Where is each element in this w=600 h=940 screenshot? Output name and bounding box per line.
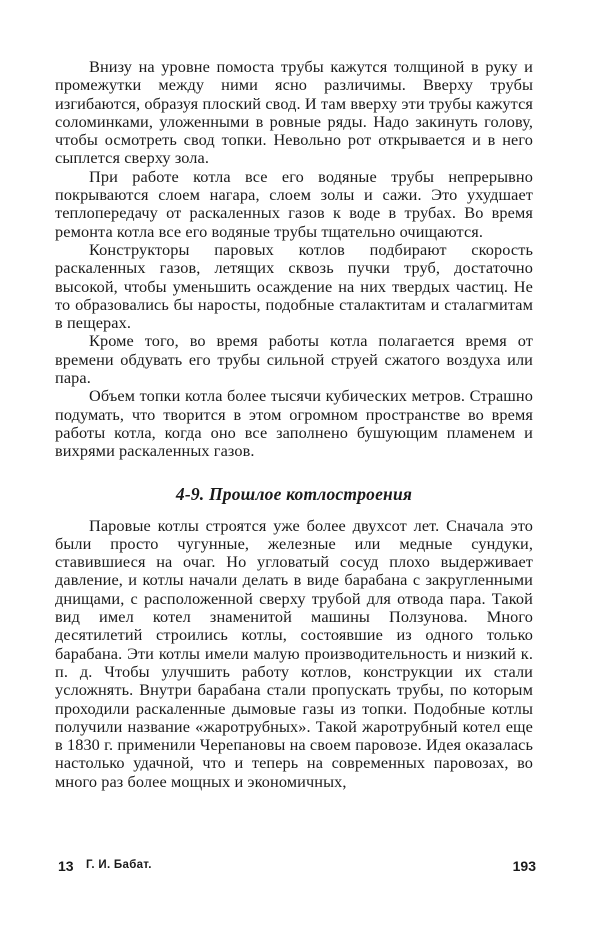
paragraph: Паровые котлы строятся уже более двухсот лет. Сначала это были просто чугунные, железные или медные сундуки, ставившиеся на очаг. Но угловатый сосуд плохо выдерживает давление, и котлы начали делать в виде барабана с закругленными днищами, с расположенной сверху трубой для отвода пара. Такой вид имел котел знаменитой машины Ползунова. Много десятилетий строились котлы, состоявшие из одного только барабана. Эти котлы имели малую производительность и низкий к. п. д. Чтобы улучшить работу котлов, конструкции их стали усложнять. Внутри барабана стали пропускать трубы, по которым проходили раскаленные дымовые газы из топки. Подобные котлы получили название «жаротрубных». Такой жаротрубный котел еще в 1830 г. применили Черепановы на своем паровозе. Идея оказалась настолько удачной, что и теперь на современных паровозах, во много раз более мощных и экономичных,	[55, 515, 534, 791]
page-body	[55, 58, 533, 791]
paragraph: Объем топки котла более тысячи кубических метров. Страшно подумать, что творится в этом огромном пространстве во время работы котла, когда оно все заполнено бушующим пламенем и вихрями раскаленных газов.	[55, 386, 533, 461]
paragraph: Внизу на уровне помоста трубы кажутся толщиной в руку и промежутки между ними ясно различимы. Вверху трубы изгибаются, образуя плоский свод. И там вверху эти трубы кажутся соломинками, уложенными в ровные ряды. Надо закинуть голову, чтобы осмотреть свод топки. Невольно рот открывается и в него сыплется сверху зола.	[55, 57, 533, 168]
paragraph: При работе котла все его водяные трубы непрерывно покрываются слоем нагара, слоем золы и сажи. Это ухудшает теплопередачу от раскаленных газов к воде в трубах. Во время ремонта котла все его водяные трубы тщательно очищаются.	[55, 166, 533, 241]
section-heading: 4-9. Прошлое котлостроения	[175, 483, 413, 504]
paragraph: Конструкторы паровых котлов подбирают скорость раскаленных газов, летящих сквозь пучки труб, достаточно высокой, чтобы уменьшить осаждение на них твердых частиц. Не то образовались бы наросты, подобные сталактитам и сталагмитам в пещерах.	[55, 239, 533, 333]
paragraph: Кроме того, во время работы котла полагается время от времени обдувать его трубы сильной струей сжатого воздуха или пара.	[55, 331, 533, 388]
signature-number: 13	[58, 858, 74, 874]
signature-name: Г. И. Бабат.	[86, 859, 152, 871]
page-number: 193	[512, 858, 536, 874]
